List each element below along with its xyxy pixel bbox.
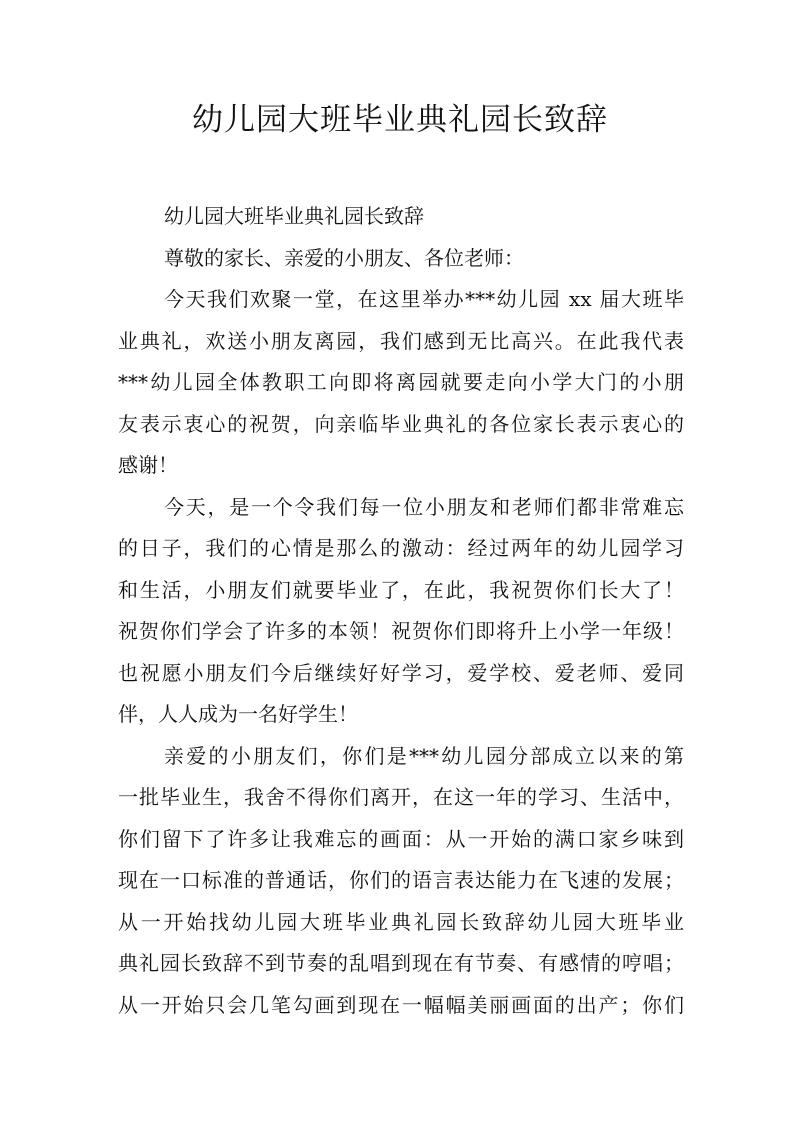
paragraph-line: 和生活，小朋友们就要毕业了，在此，我祝贺你们长大了！ [118, 577, 684, 602]
paragraph-line: 亲爱的小朋友们，你们是***幼儿园分部成立以来的第 [164, 743, 684, 768]
paragraph-line: 感谢！ [118, 453, 178, 477]
document-title: 幼儿园大班毕业典礼园长致辞 [192, 102, 608, 138]
paragraph-line: 伴，人人成为一名好学生！ [118, 702, 358, 726]
paragraph-line: 从一开始只会几笔勾画到现在一幅幅美丽画面的出产；你们 [118, 992, 684, 1017]
paragraph-line: 尊敬的家长、亲爱的小朋友、各位老师： [164, 245, 524, 270]
paragraph-line: 今天我们欢聚一堂，在这里举办***幼儿园 xx 届大班毕 [164, 287, 684, 311]
paragraph-line: 也祝愿小朋友们今后继续好好学习，爱学校、爱老师、爱同 [118, 660, 684, 685]
paragraph-line: 业典礼，欢送小朋友离园，我们感到无比高兴。在此我代表 [118, 328, 684, 353]
paragraph-line: 一批毕业生，我舍不得你们离开，在这一年的学习、生活中， [118, 785, 684, 809]
paragraph-line: 你们留下了许多让我难忘的画面：从一开始的满口家乡味到 [118, 826, 684, 851]
paragraph-line: 祝贺你们学会了许多的本领！祝贺你们即将升上小学一年级！ [118, 619, 684, 643]
paragraph-line: 现在一口标准的普通话，你们的语言表达能力在飞速的发展； [118, 868, 684, 892]
paragraph-line: 今天，是一个令我们每一位小朋友和老师们都非常难忘 [164, 494, 684, 519]
paragraph-line: 从一开始找幼儿园大班毕业典礼园长致辞幼儿园大班毕业 [118, 909, 684, 934]
paragraph-line: 的日子，我们的心情是那么的激动：经过两年的幼儿园学习 [118, 536, 684, 560]
paragraph-line: 典礼园长致辞不到节奏的乱唱到现在有节奏、有感情的哼唱； [118, 951, 684, 975]
paragraph-line: 幼儿园大班毕业典礼园长致辞 [164, 204, 424, 228]
paragraph-line: 友表示衷心的祝贺，向亲临毕业典礼的各位家长表示衷心的 [118, 411, 684, 436]
document-body [118, 196, 684, 1026]
paragraph-line: ***幼儿园全体教职工向即将离园就要走向小学大门的小朋 [118, 370, 684, 394]
